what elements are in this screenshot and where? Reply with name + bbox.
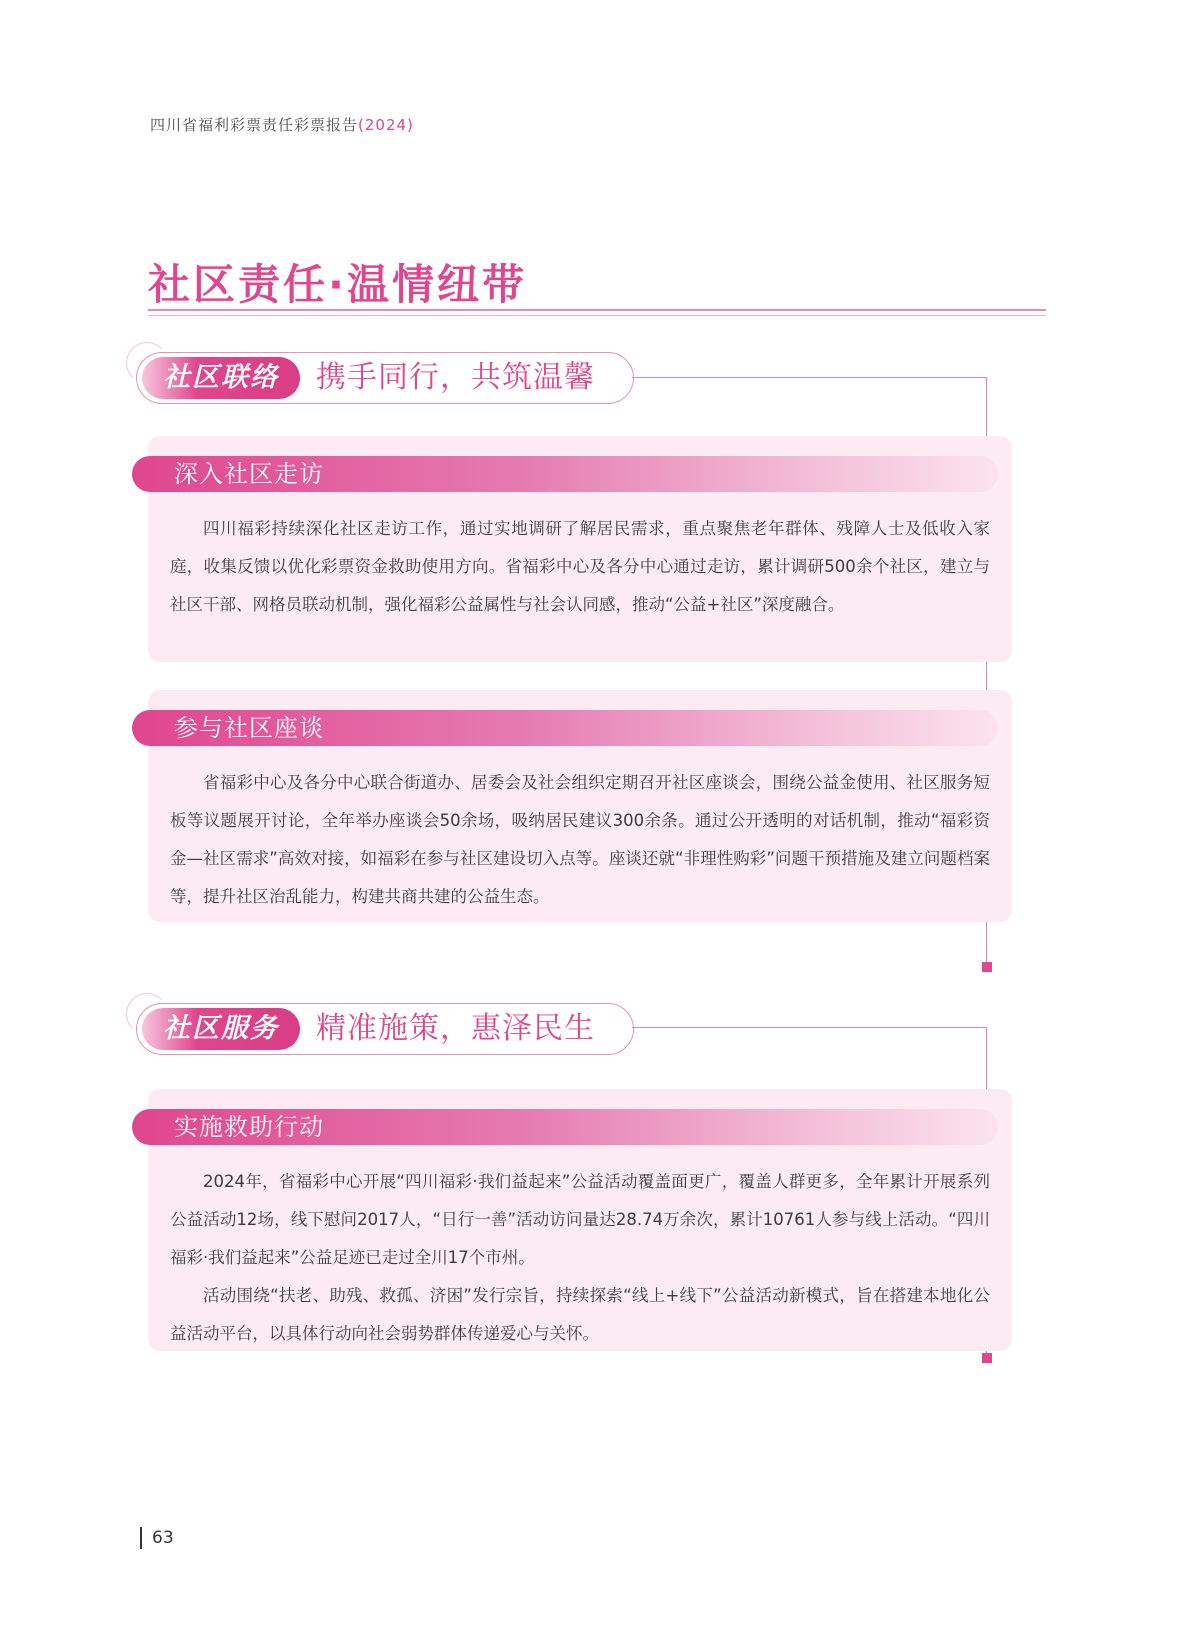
content-card [148, 436, 1012, 662]
section-header-community-liaison [136, 352, 636, 404]
page-title: 社区责任·温情纽带 [148, 260, 527, 309]
card-paragraph: 活动围绕“扶老、助残、救孤、济困”发行宗旨，持续探索“线上+线下”公益活动新模式，旨在搭建本地化公益活动平台，以具体行动向社会弱势群体传递爱心与关怀。 [170, 1286, 990, 1343]
card-body [170, 510, 990, 624]
section-badge: 社区服务 [142, 1008, 300, 1050]
bracket-end-marker [982, 1353, 992, 1363]
card-heading: 深入社区走访 [174, 460, 324, 488]
report-title: 四川省福利彩票责任彩票报告 [150, 116, 359, 134]
section-subtitle: 携手同行，共筑温馨 [316, 360, 595, 395]
card-heading: 实施救助行动 [174, 1113, 324, 1141]
card-body [170, 1163, 990, 1353]
card-heading: 参与社区座谈 [174, 714, 324, 742]
report-year: (2024) [358, 116, 414, 134]
section-badge: 社区联络 [142, 357, 300, 399]
card-body [170, 764, 990, 916]
content-card [148, 690, 1012, 922]
card-heading-bar [132, 1109, 998, 1145]
page-number: 63 [140, 1527, 174, 1549]
running-header [150, 114, 414, 135]
section-header-community-service [136, 1003, 636, 1055]
section-subtitle: 精准施策，惠泽民生 [316, 1011, 595, 1046]
content-card [148, 1089, 1012, 1351]
card-paragraph: 2024年，省福彩中心开展“四川福彩·我们益起来”公益活动覆盖面更广，覆盖人群更多，全年累计开展系列公益活动12场，线下慰问2017人，“日行一善”活动访问量达28.74万余次，累计10761人参与线上活动。“四川福彩·我们益起来”公益足迹已走过全川17个市州。 [170, 1172, 990, 1267]
title-divider-thin [148, 315, 1046, 316]
card-paragraph: 四川福彩持续深化社区走访工作，通过实地调研了解居民需求，重点聚焦老年群体、残障人士及低收入家庭，收集反馈以优化彩票资金救助使用方向。省福彩中心及各分中心通过走访，累计调研500余个社区，建立与社区干部、网格员联动机制，强化福彩公益属性与社会认同感，推动“公益+社区”深度融合。 [170, 519, 990, 614]
card-heading-bar [132, 710, 998, 746]
card-paragraph: 省福彩中心及各分中心联合街道办、居委会及社会组织定期召开社区座谈会，围绕公益金使用、社区服务短板等议题展开讨论，全年举办座谈会50余场，吸纳居民建议300余条。通过公开透明的对话机制，推动“福彩资金—社区需求”高效对接，如福彩在参与社区建设切入点等。座谈还就“非理性购彩”问题干预措施及建立问题档案等，提升社区治乱能力，构建共商共建的公益生态。 [170, 773, 990, 906]
title-divider [148, 309, 1046, 311]
bracket-end-marker [982, 962, 992, 972]
card-heading-bar [132, 456, 998, 492]
